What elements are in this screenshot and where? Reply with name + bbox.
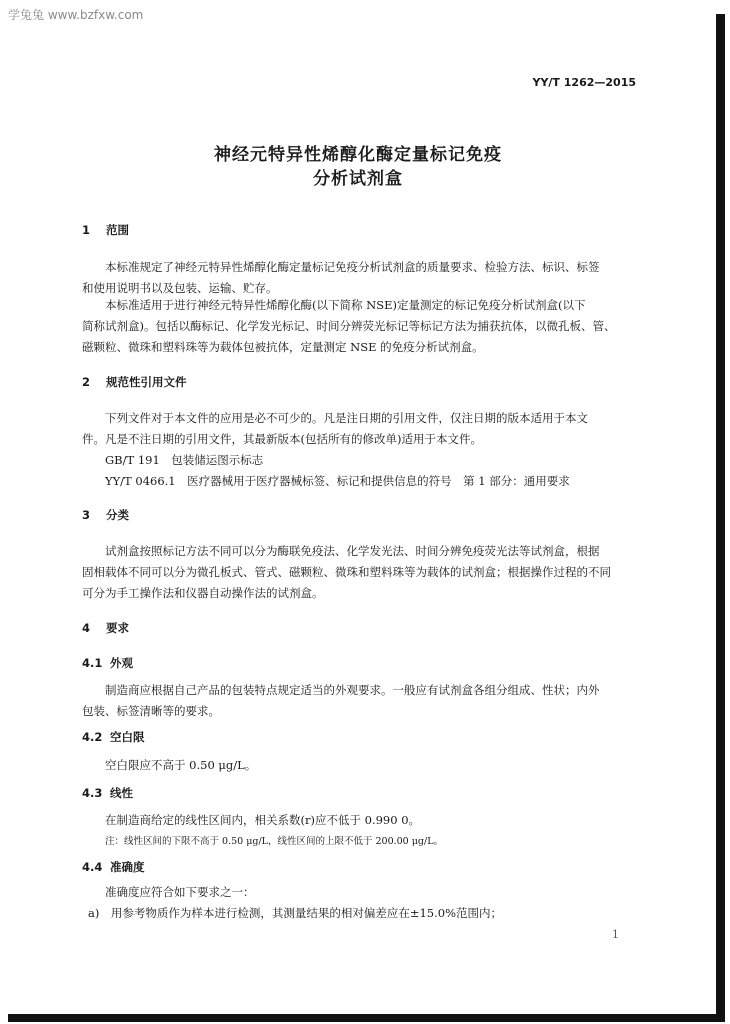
text-line: 磁颗粒、微珠和塑料珠等为载体包被抗体，定量测定 NSE 的免疫分析试剂盒。 — [82, 340, 484, 354]
reference-gb-t-191: GB/T 191 包装储运图示标志 — [105, 453, 264, 467]
text-line: 和使用说明书以及包装、运输、贮存。 — [82, 281, 278, 295]
text-line: 试剂盒按照标记方法不同可以分为酶联免疫法、化学发光法、时间分辨免疫荧光法等试剂盒，根据 — [105, 544, 600, 558]
section-number: 4 — [82, 621, 91, 635]
section-title: 空白限 — [110, 730, 145, 744]
title-line-1: 神经元特异性烯醇化酶定量标记免疫 — [214, 145, 502, 165]
text-line: 本标准适用于进行神经元特异性烯醇化酶(以下简称 NSE)定量测定的标记免疫分析试剂盒(以下 — [105, 298, 586, 312]
section-4-heading — [82, 620, 129, 636]
section-2-paragraph-1 — [82, 408, 638, 492]
section-4-4-heading — [82, 859, 145, 875]
title-line-2: 分析试剂盒 — [313, 169, 403, 189]
text-line: 包装、标签清晰等的要求。 — [82, 704, 220, 718]
text-line: 可分为手工操作法和仪器自动操作法的试剂盒。 — [82, 586, 324, 600]
section-number: 4.2 — [82, 730, 103, 744]
section-4-4-paragraph-1 — [82, 882, 638, 924]
section-title: 准确度 — [110, 860, 145, 874]
text-line: 制造商应根据自己产品的包装特点规定适当的外观要求。一般应有试剂盒各组分组成、性状；内外 — [105, 683, 600, 697]
text-line: 件。凡是不注日期的引用文件，其最新版本(包括所有的修改单)适用于本文件。 — [82, 432, 482, 446]
section-3-heading — [82, 507, 129, 523]
list-item-a: a) 用参考物质作为样本进行检测，其测量结果的相对偏差应在±15.0%范围内； — [88, 906, 503, 920]
section-4-2-paragraph-1 — [82, 755, 638, 776]
text-line: 简称试剂盒)。包括以酶标记、化学发光标记、时间分辨荧光标记等标记方法为捕获抗体，以微孔板、管、 — [82, 319, 616, 333]
section-4-3-heading — [82, 785, 133, 801]
section-4-3-paragraph-1 — [82, 810, 638, 831]
section-title: 线性 — [110, 786, 133, 800]
section-title: 范围 — [106, 223, 129, 237]
section-1-paragraph-2 — [82, 295, 638, 358]
section-4-2-heading — [82, 729, 145, 745]
section-title: 分类 — [106, 508, 129, 522]
watermark: 学兔兔 www.bzfxw.com — [8, 8, 144, 22]
section-number: 4.1 — [82, 656, 103, 670]
text-line: 在制造商给定的线性区间内，相关系数(r)应不低于 0.990 0。 — [105, 813, 421, 827]
section-number: 1 — [82, 223, 91, 237]
text-line: 空白限应不高于 0.50 μg/L。 — [105, 758, 257, 772]
reference-yy-t-0466-1: YY/T 0466.1 医疗器械用于医疗器械标签、标记和提供信息的符号 第 1 部分：通用要求 — [105, 474, 570, 488]
section-4-1-paragraph-1 — [82, 680, 638, 722]
section-title: 外观 — [110, 656, 133, 670]
section-1-paragraph-1 — [82, 257, 638, 299]
section-3-paragraph-1 — [82, 541, 638, 604]
section-1-heading — [82, 222, 129, 238]
note-linear-range: 注：线性区间的下限不高于 0.50 μg/L，线性区间的上限不低于 200.00 μg/L。 — [105, 836, 444, 847]
page-border-bottom — [8, 1014, 725, 1022]
section-number: 4.3 — [82, 786, 103, 800]
text-line: 下列文件对于本文件的应用是必不可少的。凡是注日期的引用文件，仅注日期的版本适用于本文 — [105, 411, 588, 425]
section-number: 4.4 — [82, 860, 103, 874]
text-line: 本标准规定了神经元特异性烯醇化酶定量标记免疫分析试剂盒的质量要求、检验方法、标识、标签 — [105, 260, 600, 274]
section-number: 2 — [82, 375, 91, 389]
section-4-1-heading — [82, 655, 133, 671]
text-line: 准确度应符合如下要求之一： — [105, 885, 255, 899]
section-title: 规范性引用文件 — [106, 375, 187, 389]
page-number: 1 — [612, 928, 619, 941]
text-line: 固相载体不同可以分为微孔板式、管式、磁颗粒、微珠和塑料珠等为载体的试剂盒；根据操作过程的不同 — [82, 565, 611, 579]
page-border-right — [716, 14, 725, 1022]
section-number: 3 — [82, 508, 91, 522]
section-2-heading — [82, 374, 187, 390]
section-title: 要求 — [106, 621, 129, 635]
standard-code: YY/T 1262—2015 — [532, 76, 636, 89]
